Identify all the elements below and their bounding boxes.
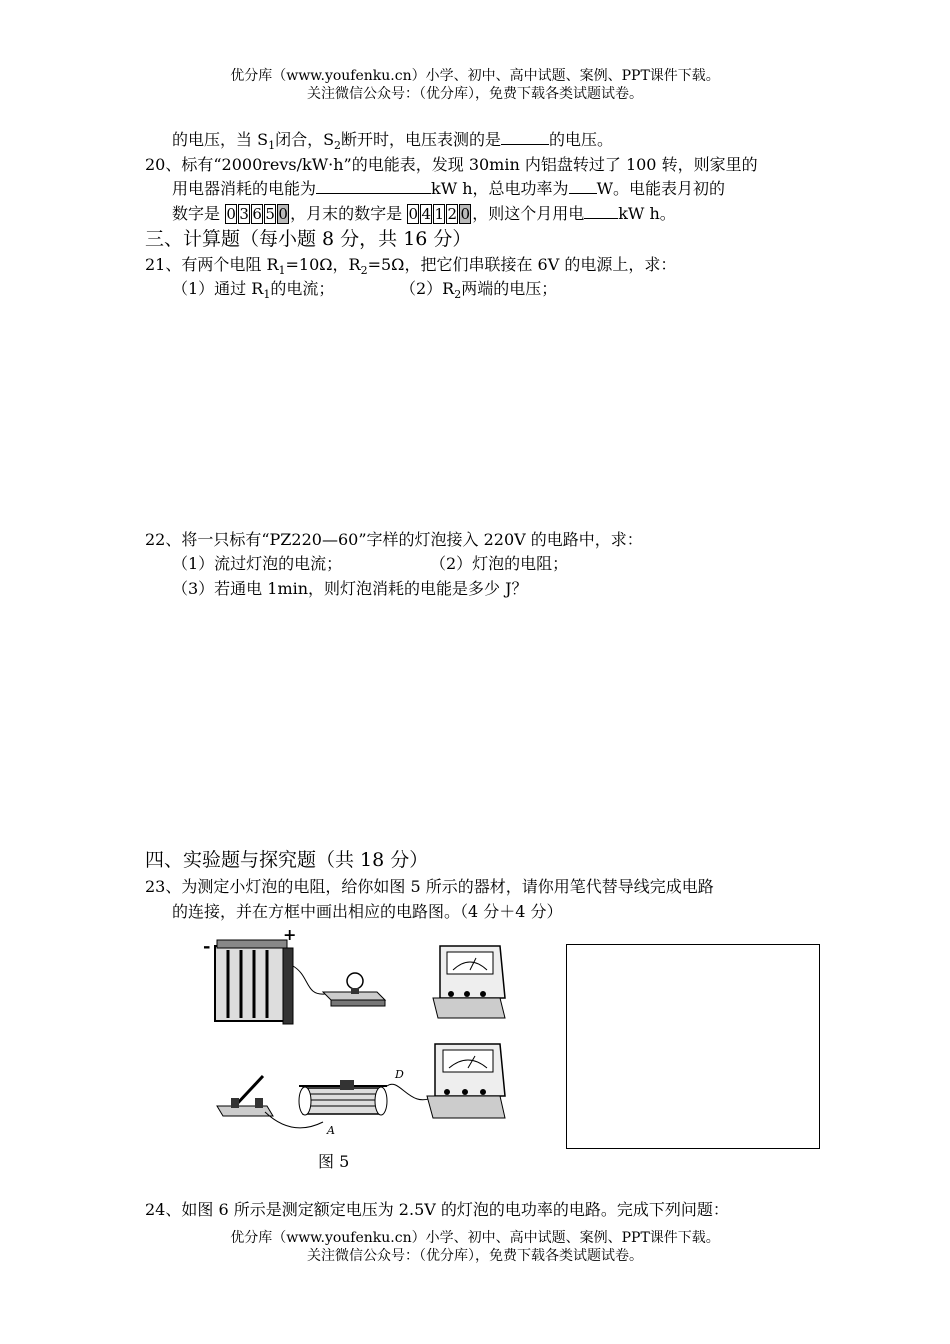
footer-line-1: 优分库（www.youfenku.cn）小学、初中、高中试题、案例、PPT课件下载。 <box>230 1230 720 1246</box>
q22-part-3: （3）若通电 1min，则灯泡消耗的电能是多少 J？ <box>172 579 528 598</box>
q22-line-1: 22、将一只标有“PZ220—60”字样的灯泡接入 220V 的电路中，求： <box>145 530 643 549</box>
figure-5-caption: 图 5 <box>318 1152 350 1171</box>
footer-line-2: 关注微信公众号：（优分库），免费下载各类试题试卷。 <box>307 1248 643 1264</box>
blank-field[interactable] <box>501 143 549 145</box>
q20-line-2: 用电器消耗的电能为 kW h，总电功率为 W。电能表月初的 <box>172 179 726 198</box>
meter-end-digits: 0 4 1 2 0 <box>408 205 470 223</box>
switch-icon <box>217 1076 273 1116</box>
section-3-heading: 三、计算题（每小题 8 分，共 16 分） <box>145 228 472 250</box>
header-line-2: 关注微信公众号：（优分库），免费下载各类试题试卷。 <box>307 86 643 102</box>
figure-5-apparatus <box>195 926 525 1141</box>
battery-icon <box>215 940 293 1024</box>
rheostat-icon <box>299 1080 387 1115</box>
blank-field[interactable] <box>584 217 618 219</box>
q23-line-1: 23、为测定小灯泡的电阻，给你如图 5 所示的器材，请你用笔代替导线完成电路 <box>145 877 714 896</box>
q22-part-1: （1）流过灯泡的电流； <box>172 554 343 573</box>
circuit-diagram-box[interactable] <box>566 944 820 1149</box>
terminal-d-label: D <box>395 1068 404 1081</box>
blank-field[interactable] <box>316 192 431 194</box>
q19-tail: 的电压，当 $S_1$闭合，$S_2$断开时，电压表测的是 的电压。 <box>172 130 614 153</box>
blank-field[interactable] <box>569 192 597 194</box>
plus-label: + <box>283 926 297 944</box>
lamp-icon <box>323 973 385 1006</box>
q21-line-1: 21、有两个电阻 $R_1=10\Omega$，$R_2=5\Omega$，把它们串联接在 6V 的电源上，求： <box>145 255 677 278</box>
voltmeter-icon <box>433 946 505 1018</box>
q20-line-1: 20、标有“2000revs/kW·h”的电能表，发现 30min 内铝盘转过了 100 转，则家里的 <box>145 155 758 174</box>
q21-part-1: （1）通过 $R_1$的电流； <box>172 279 335 302</box>
header-line-1: 优分库（www.youfenku.cn）小学、初中、高中试题、案例、PPT课件下载。 <box>230 68 720 84</box>
meter-start-digits: 0 3 6 5 0 <box>226 205 288 223</box>
q24-line-1: 24、如图 6 所示是测定额定电压为 2.5V 的灯泡的电功率的电路。完成下列问题： <box>145 1200 729 1219</box>
q23-line-2: 的连接，并在方框中画出相应的电路图。（4 分＋4 分） <box>172 902 563 921</box>
q20-line-3: 数字是 0 3 6 5 0 ，月末的数字是 0 4 1 2 0 ，则这个月用电 kW h。 <box>172 204 676 223</box>
q21-part-2: $(2)R_2$两端的电压； <box>400 279 558 302</box>
terminal-a-label: A <box>327 1124 335 1137</box>
q22-part-2: （2）灯泡的电阻； <box>430 554 569 573</box>
minus-label: - <box>203 936 211 957</box>
ammeter-icon <box>427 1044 505 1118</box>
section-4-heading: 四、实验题与探究题（共 18 分） <box>145 849 429 871</box>
